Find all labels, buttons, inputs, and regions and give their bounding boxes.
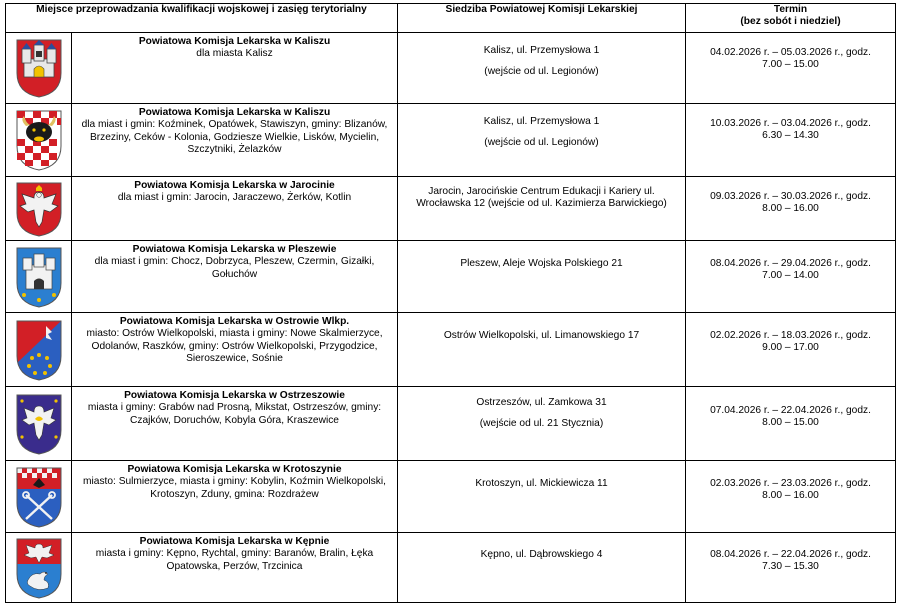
header-seat: Siedziba Powiatowej Komisji Lekarskiej — [398, 4, 686, 33]
commission-scope: miasta i gminy: Grabów nad Prosną, Mikstat, Ostrzeszów, gminy: Czajków, Doruchów, Kobyla Góra, Kraszewice — [87, 402, 382, 426]
commission-description — [72, 33, 398, 104]
commission-seat — [398, 313, 686, 387]
commission-term — [686, 33, 896, 104]
table-row — [6, 313, 896, 387]
table-row — [6, 104, 896, 177]
term-dates: 02.02.2026 r. – 18.03.2026 r., godz. — [710, 330, 871, 341]
commission-description — [72, 104, 398, 177]
commission-scope: dla miast i gmin: Chocz, Dobrzyca, Pleszew, Czermin, Gizałki, Gołuchów — [94, 256, 375, 280]
seat-address: Krotoszyn, ul. Mickiewicza 11 — [475, 478, 608, 489]
term-hours: 7.00 – 15.00 — [762, 59, 819, 71]
pleszew-crest-icon — [14, 245, 64, 309]
commission-description — [72, 533, 398, 603]
commission-description — [72, 177, 398, 241]
kalisz-city-crest-icon — [14, 37, 64, 99]
commission-description — [72, 387, 398, 461]
krotoszyn-crest-icon — [14, 465, 64, 529]
table-row — [6, 177, 896, 241]
crest-cell — [6, 461, 72, 533]
commission-scope: miasta i gminy: Kępno, Rychtal, gminy: Baranów, Bralin, Łęka Opatowska, Perzów, Trzcinica — [95, 548, 374, 572]
commission-term — [686, 241, 896, 313]
header-location: Miejsce przeprowadzania kwalifikacji wojskowej i zasięg terytorialny — [6, 4, 398, 33]
crest-cell — [6, 387, 72, 461]
seat-address: Kępno, ul. Dąbrowskiego 4 — [480, 549, 603, 560]
term-hours: 6.30 – 14.30 — [762, 130, 819, 142]
crest-cell — [6, 177, 72, 241]
crest-cell — [6, 533, 72, 603]
kepno-crest-icon — [14, 536, 64, 600]
commission-seat — [398, 104, 686, 177]
header-term-title: Termin — [773, 4, 808, 15]
commission-term — [686, 177, 896, 241]
commission-seat — [398, 33, 686, 104]
commission-seat — [398, 533, 686, 603]
seat-entrance: (wejście od ul. 21 Stycznia) — [479, 418, 604, 430]
commission-seat — [398, 177, 686, 241]
commission-title: Powiatowa Komisja Lekarska w Pleszewie — [132, 244, 337, 255]
crest-cell — [6, 33, 72, 104]
term-dates: 10.03.2026 r. – 03.04.2026 r., godz. — [710, 118, 871, 129]
term-hours: 9.00 – 17.00 — [762, 342, 819, 354]
crest-cell — [6, 313, 72, 387]
seat-address: Kalisz, ul. Przemysłowa 1 — [483, 116, 600, 127]
commission-scope: dla miasta Kalisz — [196, 48, 273, 60]
commission-seat — [398, 387, 686, 461]
crest-cell — [6, 241, 72, 313]
header-term — [686, 4, 896, 33]
term-hours: 8.00 – 16.00 — [762, 203, 819, 215]
jarocin-crest-icon — [14, 180, 64, 238]
commission-schedule-table — [5, 3, 896, 603]
commission-title: Powiatowa Komisja Lekarska w Kaliszu — [138, 107, 331, 118]
seat-address: Jarocin, Jarocińskie Centrum Edukacji i Kariery ul. Wrocławska 12 (wejście od ul. Kazimierza Barwickiego) — [416, 186, 667, 210]
commission-scope: miasto: Sulmierzyce, miasta i gminy: Kobylin, Koźmin Wielkopolski, Krotoszyn, Zduny, gmina: Rozdrażew — [83, 476, 386, 500]
term-hours: 8.00 – 15.00 — [762, 417, 819, 429]
commission-scope: dla miast i gmin: Jarocin, Jaraczewo, Żerków, Kotlin — [117, 192, 352, 204]
commission-seat — [398, 241, 686, 313]
table-row — [6, 461, 896, 533]
table-row — [6, 241, 896, 313]
commission-title: Powiatowa Komisja Lekarska w Jarocinie — [134, 180, 335, 191]
header-row — [6, 4, 896, 33]
ostrzeszow-crest-icon — [14, 392, 64, 456]
commission-term — [686, 533, 896, 603]
table-row — [6, 533, 896, 603]
term-hours: 8.00 – 16.00 — [762, 490, 819, 502]
term-hours: 7.00 – 14.00 — [762, 270, 819, 282]
ostrow-crest-icon — [14, 318, 64, 382]
commission-description — [72, 313, 398, 387]
term-dates: 04.02.2026 r. – 05.03.2026 r., godz. — [710, 47, 871, 58]
commission-term — [686, 461, 896, 533]
commission-seat — [398, 461, 686, 533]
commission-description — [72, 461, 398, 533]
commission-title: Powiatowa Komisja Lekarska w Ostrowie Wlkp. — [119, 316, 350, 327]
commission-term — [686, 387, 896, 461]
header-term-note: (bez sobót i niedziel) — [740, 16, 841, 28]
commission-scope: dla miast i gmin: Koźminek, Opatówek, Stawiszyn, gminy: Blizanów, Brzeziny, Ceków - Kolonia, Godziesze Wielkie, Lisków, Mycielin, Szczytniki, Żelazków — [81, 119, 388, 156]
commission-title: Powiatowa Komisja Lekarska w Ostrzeszowie — [124, 390, 345, 401]
seat-address: Kalisz, ul. Przemysłowa 1 — [483, 45, 600, 56]
seat-entrance: (wejście od ul. Legionów) — [484, 66, 599, 78]
seat-address: Ostrzeszów, ul. Zamkowa 31 — [476, 397, 607, 408]
kalisz-county-crest-icon — [14, 108, 64, 172]
commission-description — [72, 241, 398, 313]
table-row — [6, 33, 896, 104]
commission-scope: miasto: Ostrów Wielkopolski, miasta i gminy: Nowe Skalmierzyce, Odolanów, Raszków, gminy: Ostrów Wielkopolski, Przygodzice, Sieroszewice, Sośnie — [86, 328, 383, 365]
commission-title: Powiatowa Komisja Lekarska w Krotoszynie — [127, 464, 342, 475]
commission-title: Powiatowa Komisja Lekarska w Kępnie — [139, 536, 330, 547]
term-dates: 08.04.2026 r. – 29.04.2026 r., godz. — [710, 258, 871, 269]
table-row — [6, 387, 896, 461]
seat-entrance: (wejście od ul. Legionów) — [484, 137, 599, 149]
term-dates: 08.04.2026 r. – 22.04.2026 r., godz. — [710, 549, 871, 560]
term-dates: 09.03.2026 r. – 30.03.2026 r., godz. — [710, 191, 871, 202]
term-dates: 02.03.2026 r. – 23.03.2026 r., godz. — [710, 478, 871, 489]
crest-cell — [6, 104, 72, 177]
commission-term — [686, 104, 896, 177]
term-hours: 7.30 – 15.30 — [762, 561, 819, 573]
seat-address: Ostrów Wielkopolski, ul. Limanowskiego 17 — [443, 330, 640, 341]
term-dates: 07.04.2026 r. – 22.04.2026 r., godz. — [710, 405, 871, 416]
commission-title: Powiatowa Komisja Lekarska w Kaliszu — [138, 36, 331, 47]
seat-address: Pleszew, Aleje Wojska Polskiego 21 — [460, 258, 623, 269]
commission-term — [686, 313, 896, 387]
